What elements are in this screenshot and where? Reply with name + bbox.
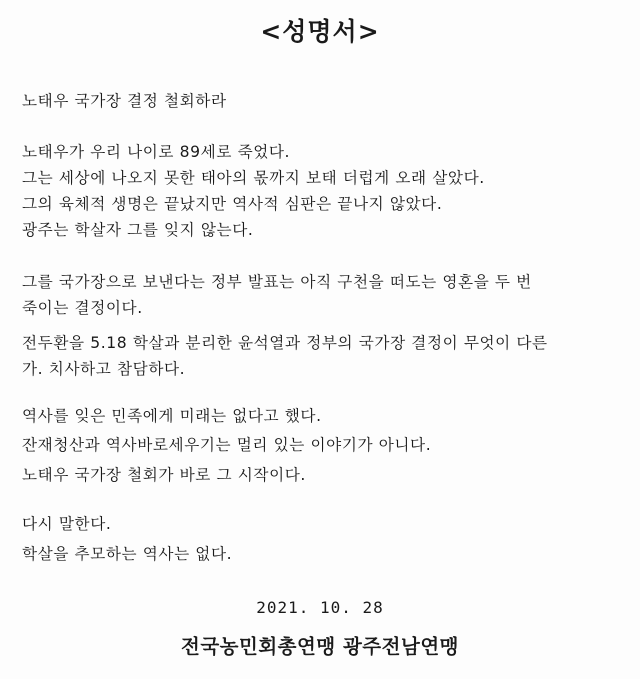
statement-date: 2021. 10. 28 <box>256 598 384 617</box>
document-title: <성명서> <box>260 17 380 46</box>
paragraph-2-line-1: 그를 국가장으로 보낸다는 정부 발표는 아직 구천을 떠도는 영혼을 두 번 <box>22 273 532 291</box>
paragraph-1-line-3: 그의 육체적 생명은 끝났지만 역사적 심판은 끝나지 않았다. <box>22 195 443 213</box>
paragraph-4-line-2: 학살을 추모하는 역사는 없다. <box>22 545 233 563</box>
paragraph-2-line-2: 죽이는 결정이다. <box>22 299 143 317</box>
paragraph-1-line-2: 그는 세상에 나오지 못한 태아의 몫까지 보태 더럽게 오래 살았다. <box>22 169 485 187</box>
paragraph-1-line-1: 노태우가 우리 나이로 89세로 죽었다. <box>22 143 291 161</box>
paragraph-3-line-1: 역사를 잊은 민족에게 미래는 없다고 했다. <box>22 407 322 425</box>
paragraph-3-line-2: 잔재청산과 역사바로세우기는 멀리 있는 이야기가 아니다. <box>22 436 432 454</box>
paragraph-2-line-4: 가. 치사하고 참담하다. <box>22 360 186 378</box>
paragraph-2-line-3: 전두환을 5.18 학살과 분리한 윤석열과 정부의 국가장 결정이 무엇이 다른 <box>22 334 548 352</box>
paragraph-3-line-3: 노태우 국가장 철회가 바로 그 시작이다. <box>22 466 306 484</box>
paragraph-4-line-1: 다시 말한다. <box>22 515 112 533</box>
paragraph-1-line-4: 광주는 학살자 그를 잊지 않는다. <box>22 221 254 239</box>
statement-heading: 노태우 국가장 결정 철회하라 <box>22 92 227 110</box>
signatory-organization: 전국농민회총연맹 광주전남연맹 <box>180 635 459 658</box>
